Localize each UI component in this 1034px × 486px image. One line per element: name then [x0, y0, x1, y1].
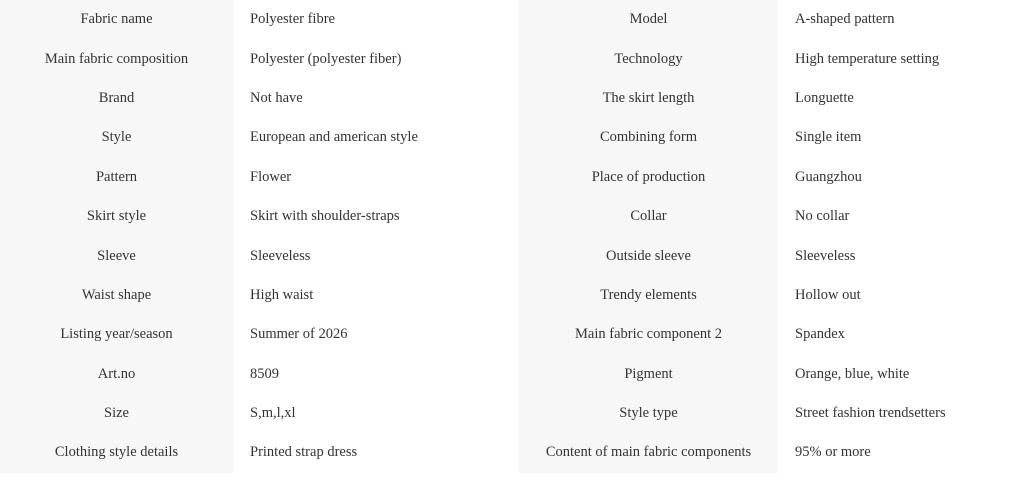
spec-value: Sleeveless — [778, 236, 1015, 275]
spec-value: Not have — [233, 79, 519, 118]
spec-value: Street fashion trendsetters — [778, 394, 1015, 433]
spec-label: Collar — [519, 197, 778, 236]
spec-label: The skirt length — [519, 79, 778, 118]
spec-label: Size — [0, 394, 233, 433]
table-row — [0, 315, 1015, 354]
table-row — [0, 0, 1015, 39]
table-row — [0, 79, 1015, 118]
spec-value: Skirt with shoulder-straps — [233, 197, 519, 236]
spec-value: High waist — [233, 276, 519, 315]
spec-label: Pigment — [519, 355, 778, 394]
spec-label: Technology — [519, 39, 778, 78]
spec-value: 95% or more — [778, 433, 1015, 472]
spec-value: Sleeveless — [233, 236, 519, 275]
spec-value: Flower — [233, 158, 519, 197]
spec-value: Polyester fibre — [233, 0, 519, 39]
spec-value: Single item — [778, 118, 1015, 157]
spec-value: Polyester (polyester fiber) — [233, 39, 519, 78]
spec-value: High temperature setting — [778, 39, 1015, 78]
spec-label: Skirt style — [0, 197, 233, 236]
spec-label: Content of main fabric components — [519, 433, 778, 472]
spec-value: Printed strap dress — [233, 433, 519, 472]
spec-label: Art.no — [0, 355, 233, 394]
spec-label: Style type — [519, 394, 778, 433]
spec-value: Spandex — [778, 315, 1015, 354]
spec-label: Listing year/season — [0, 315, 233, 354]
spec-label: Brand — [0, 79, 233, 118]
spec-value: Hollow out — [778, 276, 1015, 315]
spec-label: Sleeve — [0, 236, 233, 275]
spec-label: Main fabric composition — [0, 39, 233, 78]
table-row — [0, 236, 1015, 275]
spec-value: Orange, blue, white — [778, 355, 1015, 394]
spec-label: Fabric name — [0, 0, 233, 39]
spec-value: Guangzhou — [778, 158, 1015, 197]
spec-value: 8509 — [233, 355, 519, 394]
table-row — [0, 197, 1015, 236]
table-row — [0, 39, 1015, 78]
spec-label: Combining form — [519, 118, 778, 157]
spec-label: Main fabric component 2 — [519, 315, 778, 354]
spec-label: Waist shape — [0, 276, 233, 315]
table-row — [0, 158, 1015, 197]
spec-label: Place of production — [519, 158, 778, 197]
spec-label: Trendy elements — [519, 276, 778, 315]
spec-value: S,m,l,xl — [233, 394, 519, 433]
spec-value: Summer of 2026 — [233, 315, 519, 354]
spec-label: Style — [0, 118, 233, 157]
spec-value: A-shaped pattern — [778, 0, 1015, 39]
spec-label: Clothing style details — [0, 433, 233, 472]
table-row — [0, 355, 1015, 394]
table-row — [0, 276, 1015, 315]
spec-label: Model — [519, 0, 778, 39]
spec-label: Pattern — [0, 158, 233, 197]
table-row — [0, 433, 1015, 472]
spec-value: No collar — [778, 197, 1015, 236]
table-row — [0, 118, 1015, 157]
spec-label: Outside sleeve — [519, 236, 778, 275]
spec-value: Longuette — [778, 79, 1015, 118]
spec-value: European and american style — [233, 118, 519, 157]
table-row — [0, 394, 1015, 433]
